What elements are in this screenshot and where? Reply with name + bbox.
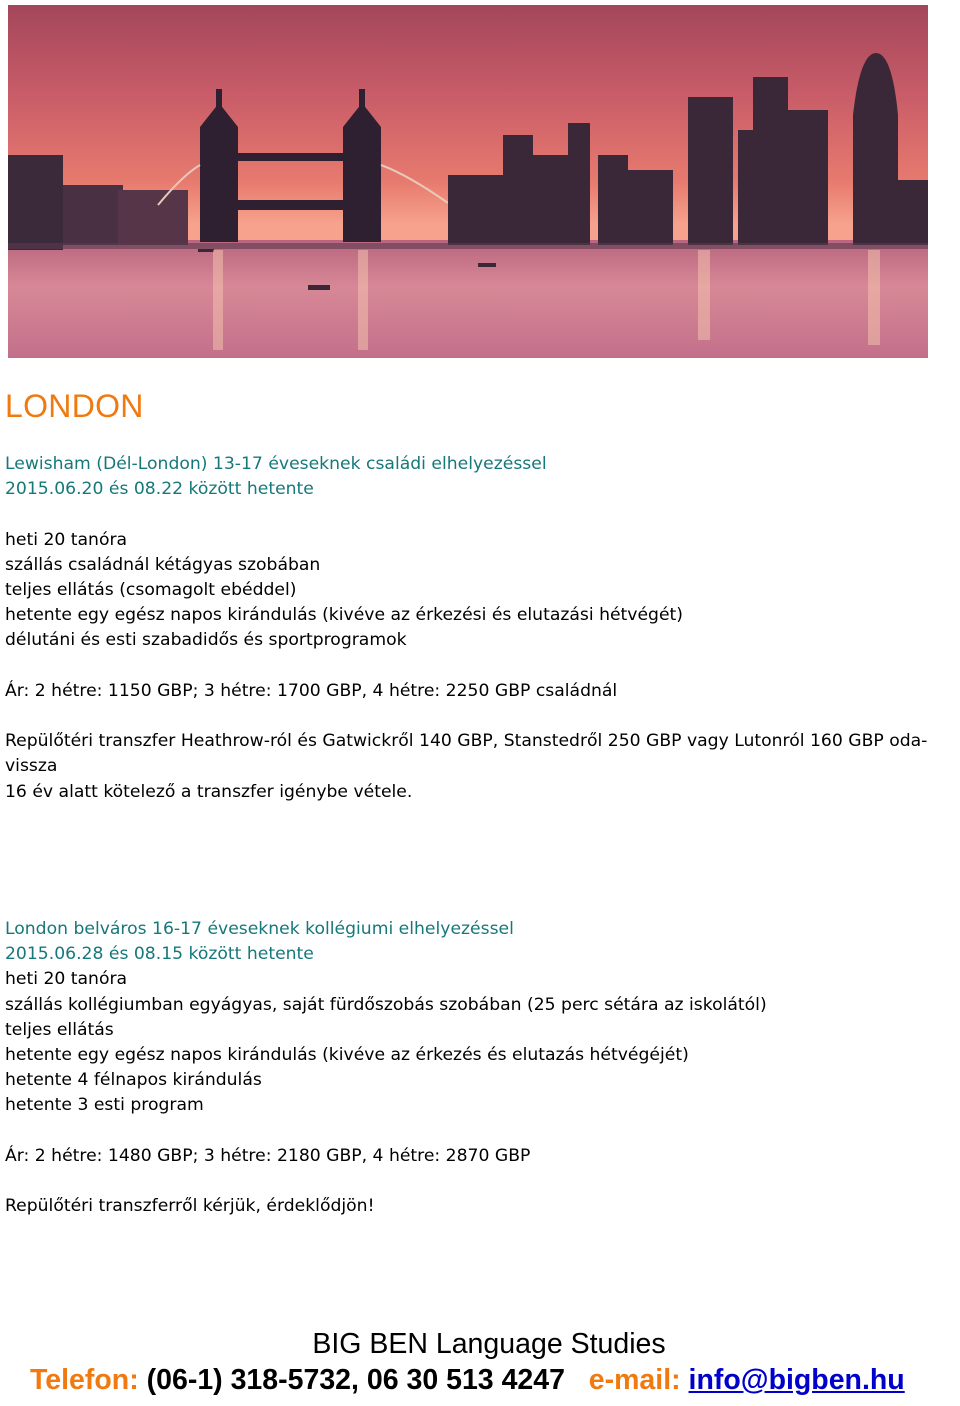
offer-lewisham bbox=[5, 452, 950, 805]
list-item: hetente egy egész napos kirándulás (kivéve az érkezés és elutazás hétvégéjét) bbox=[5, 1045, 689, 1066]
london-skyline-photo bbox=[8, 5, 928, 358]
list-item: hetente 3 esti program bbox=[5, 1095, 204, 1116]
price-line: Ár: 2 hétre: 1150 GBP; 3 hétre: 1700 GBP, 4 hétre: 2250 GBP családnál bbox=[5, 680, 618, 701]
email-link[interactable]: info@bigben.hu bbox=[688, 1364, 905, 1396]
phone-label: Telefon: bbox=[30, 1364, 139, 1396]
list-item: hetente 4 félnapos kirándulás bbox=[5, 1070, 262, 1091]
list-item: heti 20 tanóra bbox=[5, 969, 128, 990]
contact-line bbox=[30, 1364, 905, 1397]
transfer-info: Repülőtéri transzferről kérjük, érdeklődjön! bbox=[5, 1196, 375, 1217]
section-heading: London belváros 16-17 éveseknek kollégiumi elhelyezéssel bbox=[5, 919, 514, 939]
list-item: teljes ellátás (csomagolt ebéddel) bbox=[5, 580, 297, 600]
section-dates: 2015.06.20 és 08.22 között hetente bbox=[5, 479, 314, 500]
list-item: heti 20 tanóra bbox=[5, 529, 128, 550]
offer-belvaros bbox=[5, 917, 767, 1219]
list-item: szállás kollégiumban egyágyas, saját fürdőszobás szobában (25 perc sétára az iskolától) bbox=[5, 994, 767, 1015]
company-name: BIG BEN Language Studies bbox=[312, 1328, 666, 1360]
list-item: délutáni és esti szabadidős és sportprogramok bbox=[5, 630, 407, 651]
list-item: hetente egy egész napos kirándulás (kivéve az érkezési és elutazási hétvégét) bbox=[5, 605, 683, 626]
list-item: teljes ellátás bbox=[5, 1019, 114, 1040]
price-line: Ár: 2 hétre: 1480 GBP; 3 hétre: 2180 GBP, 4 hétre: 2870 GBP bbox=[5, 1145, 531, 1166]
email-label: e-mail: bbox=[588, 1364, 681, 1396]
section-heading: Lewisham (Dél-London) 13-17 éveseknek családi elhelyezéssel bbox=[5, 454, 547, 474]
phone-number: (06-1) 318-5732, 06 30 513 4247 bbox=[146, 1364, 565, 1396]
transfer-note: 16 év alatt kötelező a transzfer igénybe vétele. bbox=[5, 781, 413, 802]
list-item: szállás családnál kétágyas szobában bbox=[5, 554, 321, 575]
section-dates: 2015.06.28 és 08.15 között hetente bbox=[5, 944, 314, 965]
transfer-info: Repülőtéri transzfer Heathrow-ról és Gatwickről 140 GBP, Stanstedről 250 GBP vagy Lutonról 160 GBP oda-vissza bbox=[5, 731, 928, 777]
page-title: LONDON bbox=[5, 388, 144, 424]
